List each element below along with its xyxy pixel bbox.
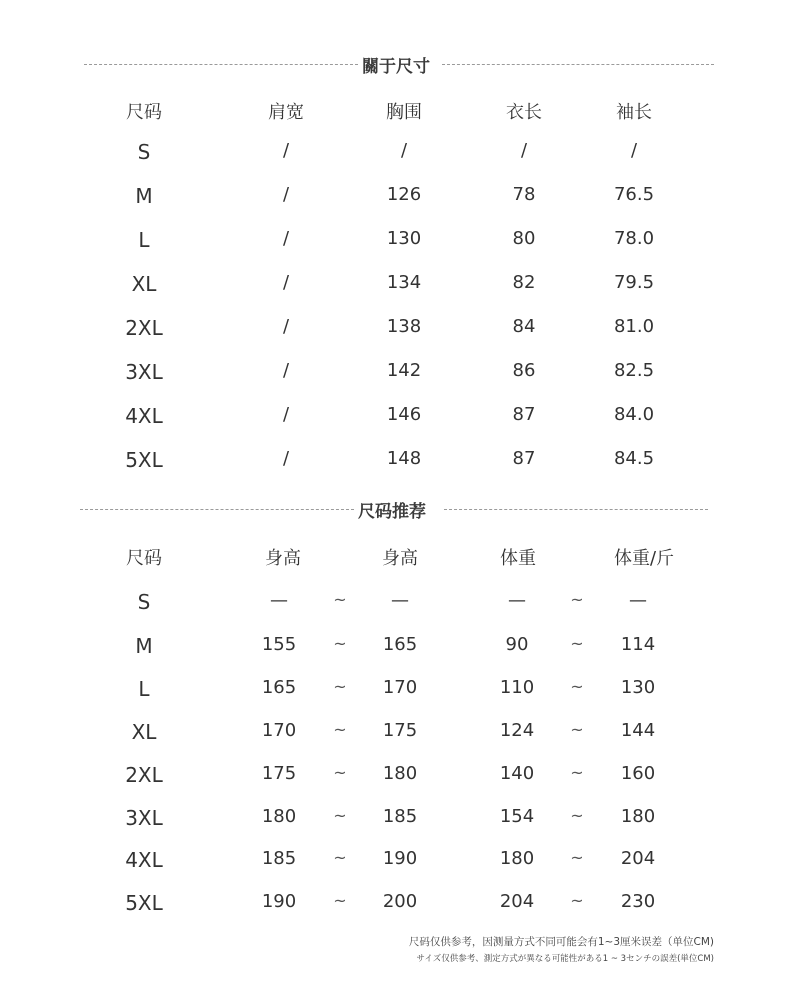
size-label: S xyxy=(137,590,151,614)
table-cell: 78.0 xyxy=(613,228,655,249)
weight-min: 110 xyxy=(499,677,535,698)
size-label: L xyxy=(138,228,150,252)
size-label: 4XL xyxy=(125,848,163,872)
range-tilde: ~ xyxy=(333,677,347,696)
range-tilde: ~ xyxy=(333,590,347,609)
height-min: 180 xyxy=(261,806,297,827)
table-cell: 79.5 xyxy=(613,272,655,293)
table-cell: / xyxy=(282,448,290,469)
size-info-title-bar xyxy=(0,52,812,76)
range-tilde: ~ xyxy=(333,891,347,910)
table-cell: / xyxy=(282,360,290,381)
column-header: 肩宽 xyxy=(268,102,304,123)
weight-min: — xyxy=(508,590,526,611)
size-recommend-title: 尺码推荐 xyxy=(358,502,426,522)
range-tilde: ~ xyxy=(570,634,584,653)
column-header: 胸围 xyxy=(386,102,422,123)
column-header: 体重 xyxy=(500,548,536,569)
title-divider-left xyxy=(84,64,358,65)
weight-max: 160 xyxy=(620,763,656,784)
size-label: XL xyxy=(131,720,157,744)
weight-min: 90 xyxy=(505,634,529,655)
footnote-japanese: サイズ仅供参考、測定方式が異なる可能性がある1 ~ 3センチの誤差(単位CM) xyxy=(416,954,714,964)
table-cell: 81.0 xyxy=(613,316,655,337)
range-tilde: ~ xyxy=(333,720,347,739)
column-header: 身高 xyxy=(265,548,301,569)
title-divider-right xyxy=(442,64,714,65)
table-cell: 134 xyxy=(386,272,422,293)
table-cell: 76.5 xyxy=(613,184,655,205)
weight-max: 144 xyxy=(620,720,656,741)
height-min: 165 xyxy=(261,677,297,698)
table-cell: 87 xyxy=(512,404,536,425)
height-min: 170 xyxy=(261,720,297,741)
table-cell: 142 xyxy=(386,360,422,381)
table-cell: / xyxy=(282,140,290,161)
range-tilde: ~ xyxy=(333,848,347,867)
column-header: 衣长 xyxy=(506,102,542,123)
range-tilde: ~ xyxy=(570,677,584,696)
table-cell: / xyxy=(630,140,638,161)
height-min: — xyxy=(270,590,288,611)
table-cell: 80 xyxy=(512,228,536,249)
height-min: 175 xyxy=(261,763,297,784)
range-tilde: ~ xyxy=(333,763,347,782)
table-cell: 130 xyxy=(386,228,422,249)
table-cell: 86 xyxy=(512,360,536,381)
table-cell: 146 xyxy=(386,404,422,425)
weight-min: 180 xyxy=(499,848,535,869)
size-label: 2XL xyxy=(125,763,163,787)
weight-max: 114 xyxy=(620,634,656,655)
table-cell: / xyxy=(282,272,290,293)
table-cell: 78 xyxy=(512,184,536,205)
title-divider-right xyxy=(444,509,708,510)
height-min: 190 xyxy=(261,891,297,912)
column-header: 尺码 xyxy=(126,102,162,123)
size-recommend-title-bar xyxy=(0,497,812,521)
table-cell: / xyxy=(520,140,528,161)
height-max: 180 xyxy=(382,763,418,784)
column-header: 体重/斤 xyxy=(613,548,675,569)
footnote-chinese: 尺码仅供参考，因测量方式不同可能会有1~3厘米误差（单位CM) xyxy=(408,936,714,948)
size-label: XL xyxy=(131,272,157,296)
height-min: 155 xyxy=(261,634,297,655)
range-tilde: ~ xyxy=(570,590,584,609)
weight-max: 180 xyxy=(620,806,656,827)
height-max: — xyxy=(391,590,409,611)
weight-min: 124 xyxy=(499,720,535,741)
size-label: 5XL xyxy=(125,891,163,915)
weight-min: 154 xyxy=(499,806,535,827)
table-cell: 138 xyxy=(386,316,422,337)
column-header: 袖长 xyxy=(616,102,652,123)
height-max: 185 xyxy=(382,806,418,827)
range-tilde: ~ xyxy=(570,763,584,782)
range-tilde: ~ xyxy=(570,848,584,867)
range-tilde: ~ xyxy=(570,806,584,825)
size-label: 3XL xyxy=(125,360,163,384)
size-label: 2XL xyxy=(125,316,163,340)
size-label: M xyxy=(135,184,153,208)
table-cell: 87 xyxy=(512,448,536,469)
weight-min: 204 xyxy=(499,891,535,912)
weight-max: — xyxy=(629,590,647,611)
table-cell: 126 xyxy=(386,184,422,205)
size-label: M xyxy=(135,634,153,658)
height-max: 175 xyxy=(382,720,418,741)
column-header: 身高 xyxy=(382,548,418,569)
table-cell: 84.5 xyxy=(613,448,655,469)
height-max: 200 xyxy=(382,891,418,912)
size-info-title: 關于尺寸 xyxy=(362,57,430,77)
size-label: 5XL xyxy=(125,448,163,472)
height-min: 185 xyxy=(261,848,297,869)
table-cell: / xyxy=(282,316,290,337)
size-label: L xyxy=(138,677,150,701)
range-tilde: ~ xyxy=(570,891,584,910)
weight-max: 130 xyxy=(620,677,656,698)
height-max: 170 xyxy=(382,677,418,698)
table-cell: 148 xyxy=(386,448,422,469)
size-label: 4XL xyxy=(125,404,163,428)
table-cell: / xyxy=(282,228,290,249)
table-cell: 82 xyxy=(512,272,536,293)
range-tilde: ~ xyxy=(570,720,584,739)
range-tilde: ~ xyxy=(333,806,347,825)
size-label: 3XL xyxy=(125,806,163,830)
table-cell: / xyxy=(400,140,408,161)
size-label: S xyxy=(137,140,151,164)
weight-max: 230 xyxy=(620,891,656,912)
table-cell: 84 xyxy=(512,316,536,337)
height-max: 190 xyxy=(382,848,418,869)
title-divider-left xyxy=(80,509,354,510)
weight-max: 204 xyxy=(620,848,656,869)
table-cell: / xyxy=(282,184,290,205)
weight-min: 140 xyxy=(499,763,535,784)
table-cell: 82.5 xyxy=(613,360,655,381)
column-header: 尺码 xyxy=(126,548,162,569)
range-tilde: ~ xyxy=(333,634,347,653)
height-max: 165 xyxy=(382,634,418,655)
table-cell: / xyxy=(282,404,290,425)
table-cell: 84.0 xyxy=(613,404,655,425)
